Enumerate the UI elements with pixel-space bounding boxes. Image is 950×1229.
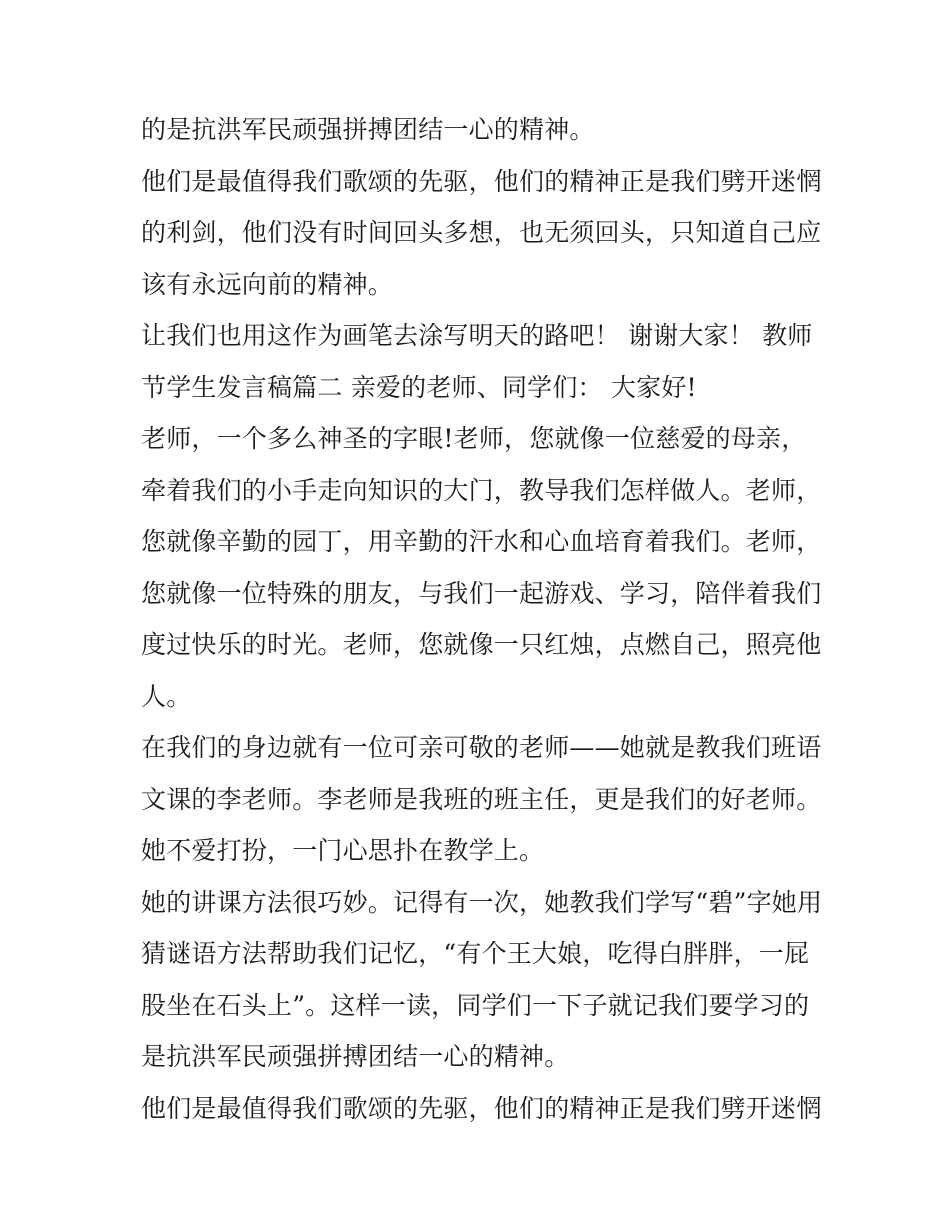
text-line: 您就像一位特殊的朋友，与我们一起游戏、学习，陪伴着我们 [141, 578, 822, 608]
text-line: 让我们也用这作为画笔去涂写明天的路吧！ 谢谢大家！ 教师 [141, 321, 813, 350]
text-line: 他们是最值得我们歌颂的先驱，他们的精神正是我们劈开迷惘 [141, 1093, 822, 1123]
document-body [141, 104, 821, 1134]
text-line: 老师，一个多么神圣的字眼!老师，您就像一位慈爱的母亲， [141, 424, 807, 453]
text-line: 节学生发言稿篇二 亲爱的老师、同学们： 大家好! [141, 372, 697, 402]
text-line: 的是抗洪军民顽强拼搏团结一心的精神。 [141, 115, 595, 144]
text-line: 是抗洪军民顽强拼搏团结一心的精神。 [141, 1042, 570, 1071]
text-line: 股坐在石头上”。这样一读，同学们一下子就记我们要学习的 [141, 990, 810, 1020]
text-line: 在我们的身边就有一位可亲可敬的老师——她就是教我们班语 [141, 733, 822, 762]
text-line: 牵着我们的小手走向知识的大门，教导我们怎样做人。老师， [141, 475, 822, 505]
text-line: 人。 [141, 681, 192, 711]
text-line: 您就像辛勤的园丁，用辛勤的汗水和心血培育着我们。老师， [141, 527, 822, 556]
text-line: 她不爱打扮，一门心思扑在教学上。 [141, 836, 545, 865]
text-line: 他们是最值得我们歌颂的先驱，他们的精神正是我们劈开迷惘 [141, 166, 822, 196]
text-line: 文课的李老师。李老师是我班的班主任，更是我们的好老师。 [141, 784, 822, 814]
text-line: 该有永远向前的精神。 [141, 269, 394, 299]
text-line: 的利剑，他们没有时间回头多想，也无须回头，只知道自己应 [141, 218, 822, 247]
text-line: 猜谜语方法帮助我们记忆，“有个王大娘，吃得白胖胖，一屁 [141, 939, 810, 968]
text-line: 度过快乐的时光。老师，您就像一只红烛，点燃自己，照亮他 [141, 630, 822, 659]
text-line: 她的讲课方法很巧妙。记得有一次，她教我们学写“碧”字她用 [141, 887, 823, 917]
